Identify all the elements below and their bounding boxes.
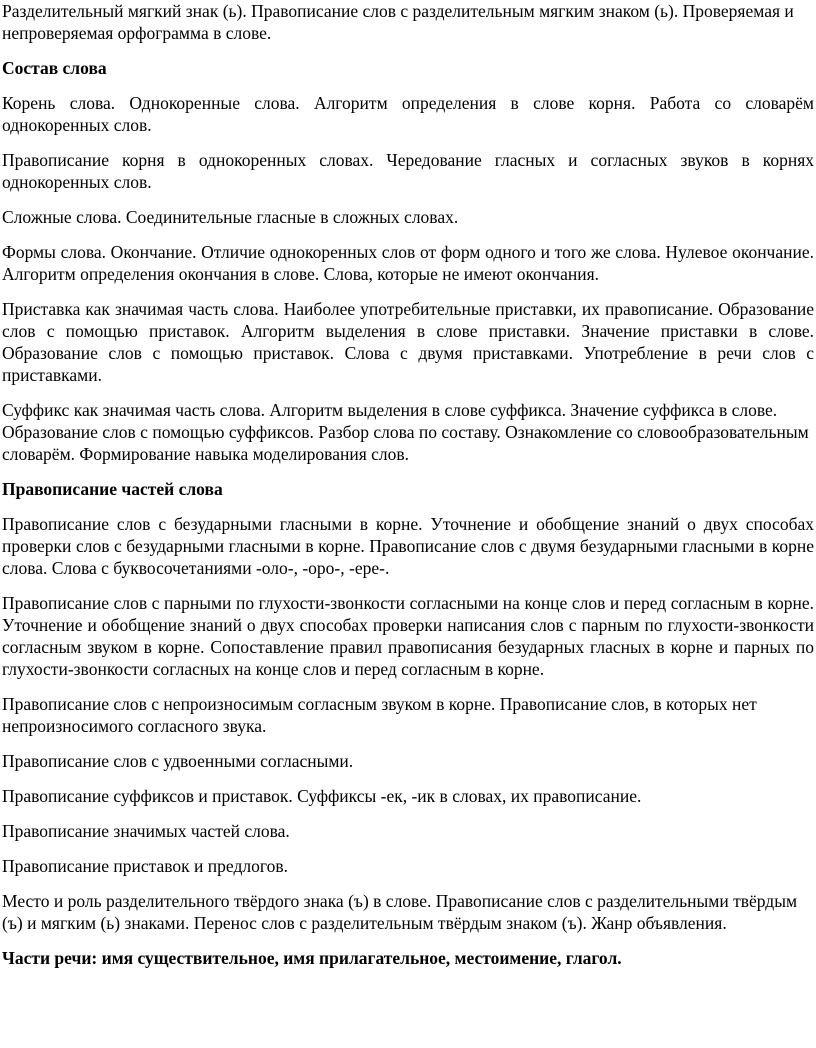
paragraph-suffix: Суффикс как значимая часть слова. Алгоритм выделения в слове суффикса. Значение суффикса в слове. Образование слов с помощью суффиксов. Разбор слова по составу. Ознакомление со словообразовательным словарём. Формирование навыка моделирования слов. [2, 400, 809, 464]
paragraph-silent-consonant: Правописание слов с непроизносимым согласным звуком в корне. Правописание слов, в которых нет непроизносимого согласного звука. [2, 694, 757, 736]
paragraph-unstressed-vowels: Правописание слов с безударными гласными в корне. Уточнение и обобщение знаний о двух способах проверки слов с безударными гласными в корне. Правописание слов с двумя безударными гласными в корне слова. Слова с буквосочетаниями -оло-, -оро-, -ере-. [2, 514, 814, 578]
paragraph-word-forms: Формы слова. Окончание. Отличие однокоренных слов от форм одного и того же слова. Нулевое окончание. Алгоритм определения окончания в слове. Слова, которые не имеют окончания. [2, 242, 814, 284]
paragraph-compound-words: Сложные слова. Соединительные гласные в сложных словах. [2, 207, 459, 227]
heading-word-structure: Состав слова [2, 58, 107, 78]
paragraph-root-spelling: Правописание корня в однокоренных словах. Чередование гласных и согласных звуков в корнях однокоренных слов. [2, 150, 814, 192]
paragraph-double-consonants: Правописание слов с удвоенными согласными. [2, 751, 354, 771]
paragraph-suffixes-prefixes: Правописание суффиксов и приставок. Суффиксы -ек, -ик в словах, их правописание. [2, 786, 642, 806]
paragraph-paired-consonants: Правописание слов с парными по глухости-звонкости согласными на конце слов и перед согласным в корне. Уточнение и обобщение знаний о двух способах проверки написания слов с парным по глухости-звонкости согласным звуком в корне. Сопоставление правил правописания безударных гласных в корне и парных по глухости-звонкости согласных на конце слов и перед согласным в корне. [2, 593, 814, 679]
paragraph-prefix: Приставка как значимая часть слова. Наиболее употребительные приставки, их правописание. Образование слов с помощью приставок. Алгоритм выделения в слове приставки. Значение приставки в слове. Образование слов с помощью приставок. Слова с двумя приставками. Употребление в речи слов с приставками. [2, 299, 814, 385]
heading-parts-of-speech: Части речи: имя существительное, имя прилагательное, местоимение, глагол. [2, 948, 622, 968]
paragraph-meaningful-parts: Правописание значимых частей слова. [2, 821, 290, 841]
paragraph-root: Корень слова. Однокоренные слова. Алгоритм определения в слове корня. Работа со словарём однокоренных слов. [2, 93, 814, 135]
paragraph-hard-sign: Место и роль разделительного твёрдого знака (ъ) в слове. Правописание слов с разделительными твёрдым (ъ) и мягким (ь) знаками. Перенос слов с разделительным твёрдым знаком (ъ). Жанр объявления. [2, 891, 798, 933]
intro-paragraph: Разделительный мягкий знак (ь). Правописание слов с разделительным мягким знаком (ь). Проверяемая и непроверяемая орфограмма в слове. [2, 1, 794, 43]
heading-spelling-word-parts: Правописание частей слова [2, 479, 223, 499]
paragraph-prefixes-prepositions: Правописание приставок и предлогов. [2, 856, 288, 876]
